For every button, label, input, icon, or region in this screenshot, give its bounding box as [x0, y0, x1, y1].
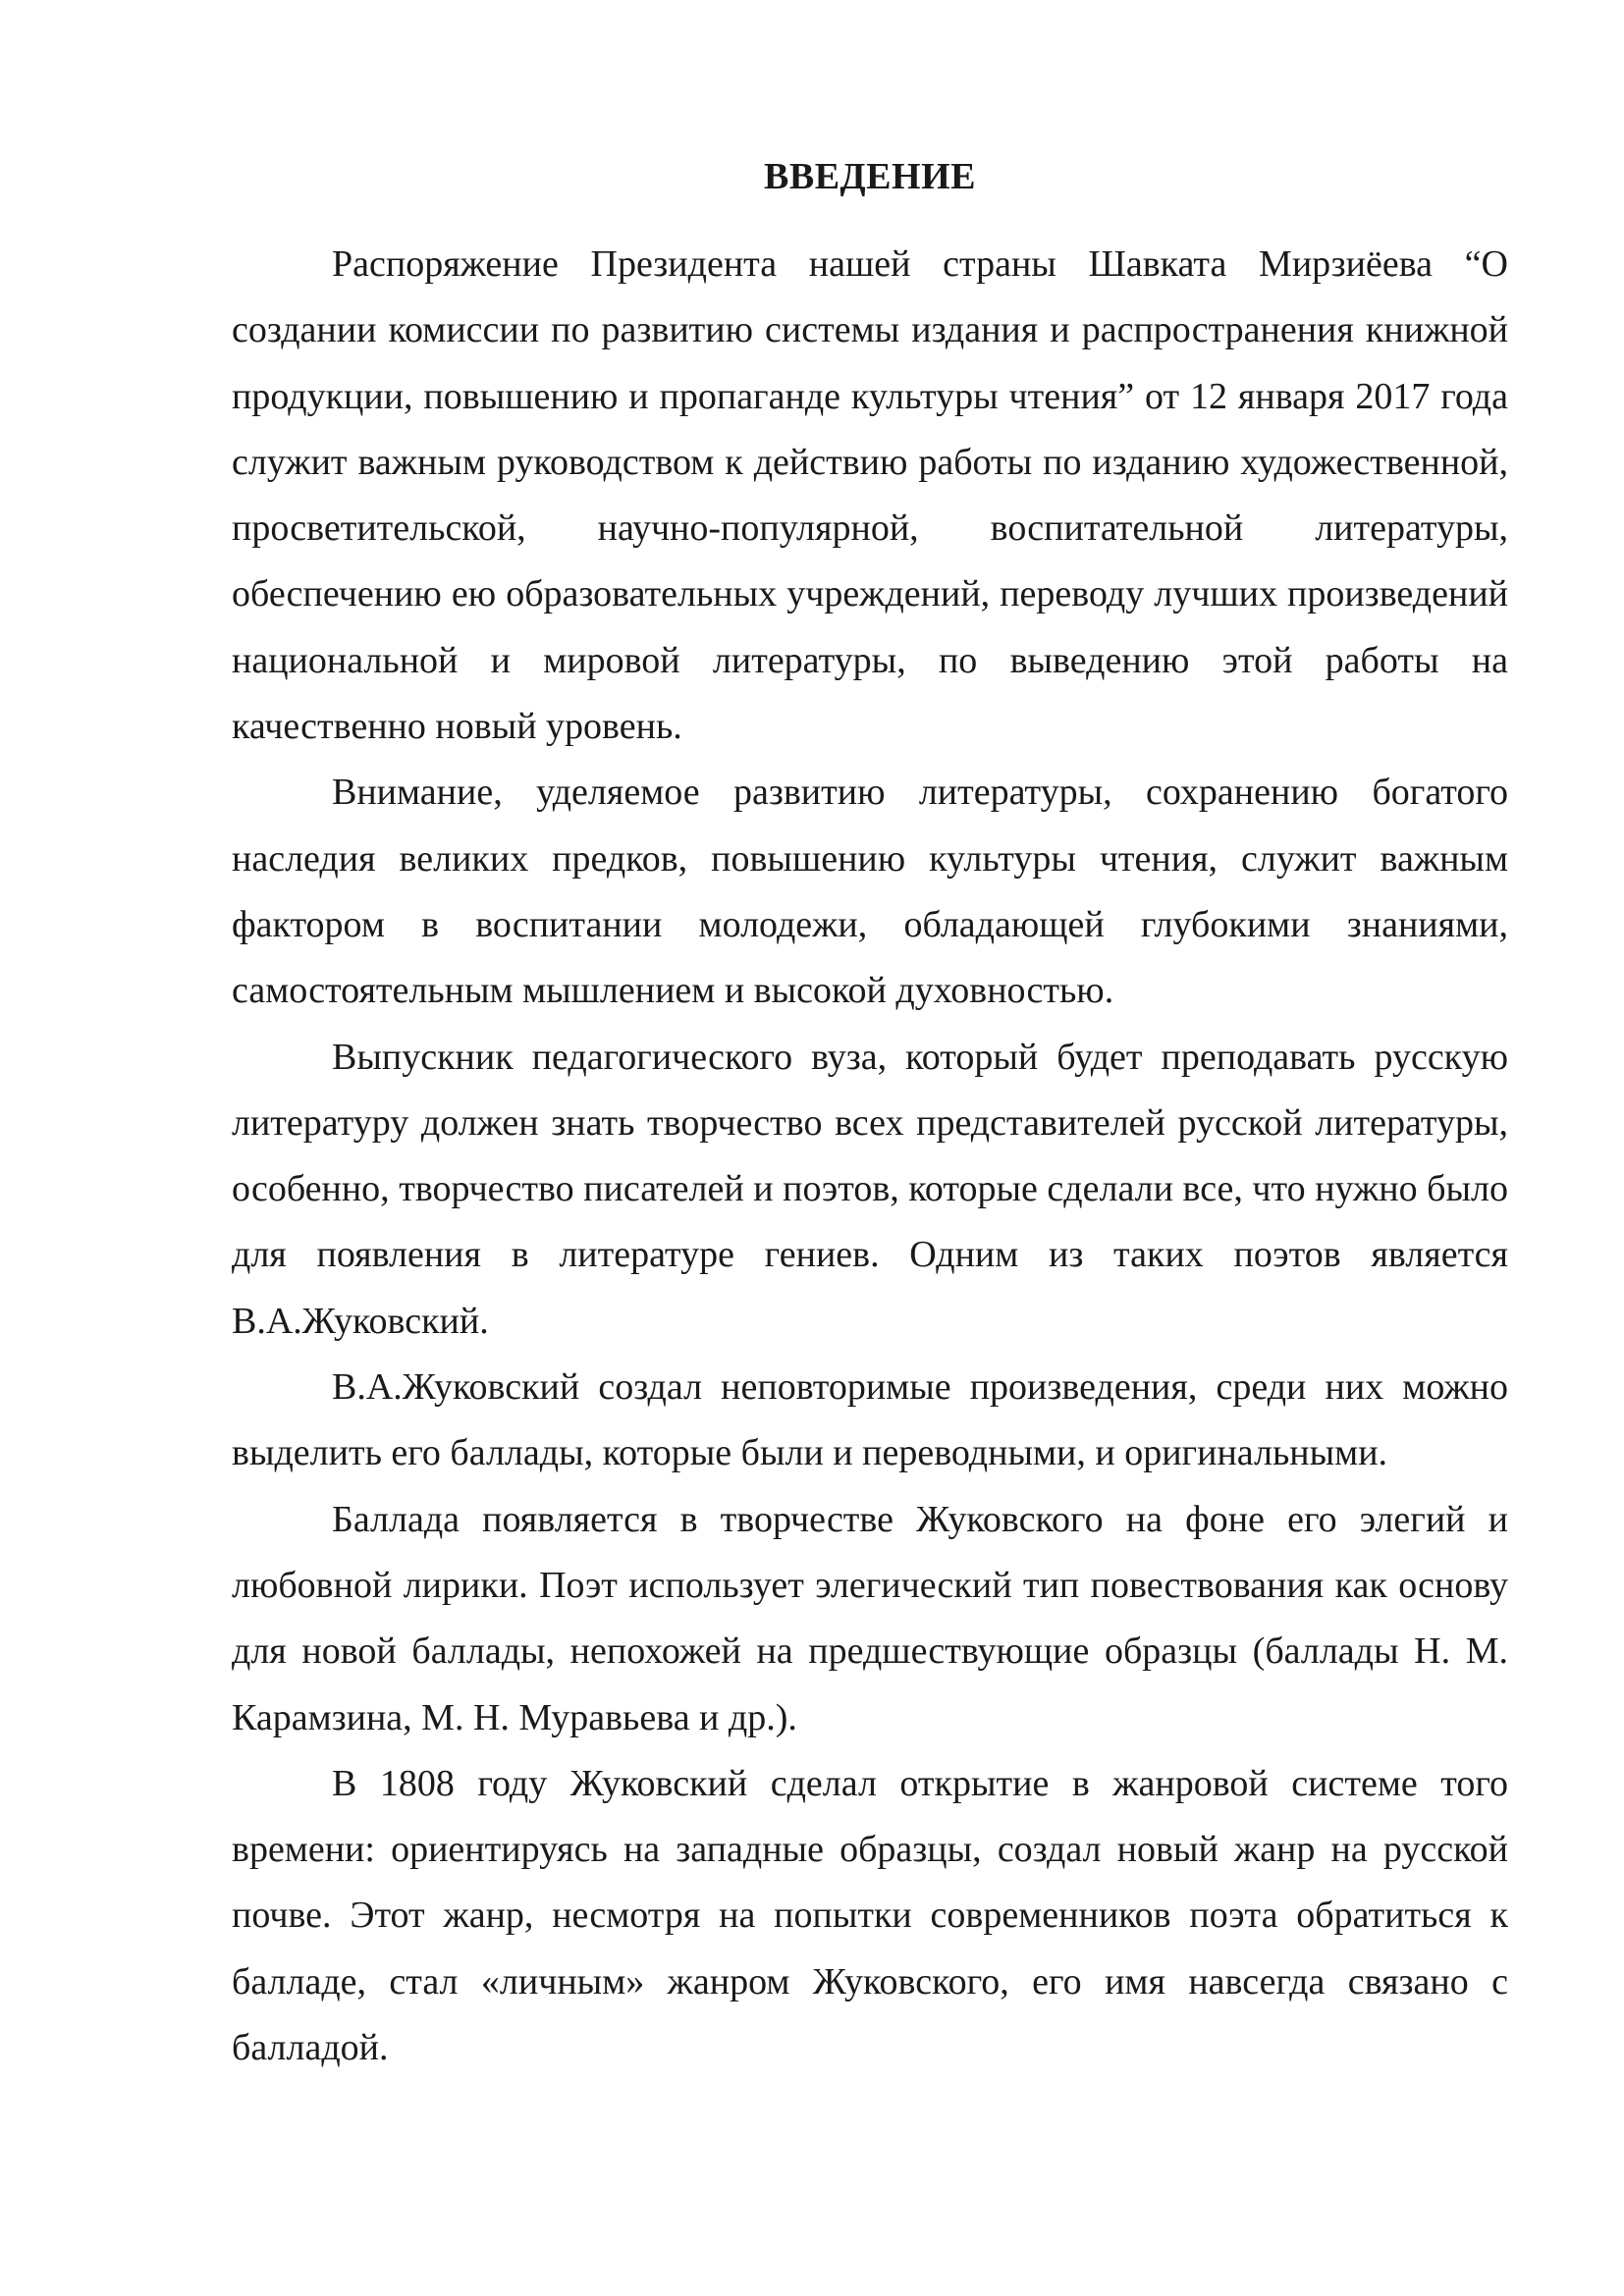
- paragraph-3: Выпускник педагогического вуза, который будет преподавать русскую литературу должен знать творчество всех представителей русской литературы, особенно, творчество писателей и поэтов, которые сделали все, что нужно было для появления в литературе гениев. Одним из таких поэтов является В.А.Жуковский.: [232, 1036, 1508, 1342]
- paragraph-5: Баллада появляется в творчестве Жуковского на фоне его элегий и любовной лирики. Поэт использует элегический тип повествования как основу для новой баллады, непохожей на предшествующие образцы (баллады Н. М. Карамзина, М. Н. Муравьева и др.).: [232, 1498, 1508, 1738]
- page-title: ВВЕДЕНИЕ: [764, 156, 976, 197]
- body-text: [232, 232, 1508, 2081]
- paragraph-6: В 1808 году Жуковский сделал открытие в жанровой системе того времени: ориентируясь на западные образцы, создал новый жанр на русской почве. Этот жанр, несмотря на попытки современников поэта обратиться к балладе, стал «личным» жанром Жуковского, его имя навсегда связано с балладой.: [232, 1762, 1508, 2069]
- paragraph-4: В.А.Жуковский создал неповторимые произведения, среди них можно выделить его баллады, которые были и переводными, и оригинальными.: [232, 1366, 1508, 1474]
- paragraph-2: Внимание, уделяемое развитию литературы, сохранению богатого наследия великих предков, повышению культуры чтения, служит важным фактором в воспитании молодежи, обладающей глубокими знаниями, самостоятельным мышлением и высокой духовностью.: [232, 772, 1508, 1012]
- paragraph-1: Распоряжение Президента нашей страны Шавката Мирзиёева “О создании комиссии по развитию системы издания и распространения книжной продукции, повышению и пропаганде культуры чтения” от 12 января 2017 года служит важным руководством к действию работы по изданию художественной, просветительской, научно-популярной, воспитательной литературы, обеспечению ею образовательных учреждений, переводу лучших произведений национальной и мировой литературы, по выведению этой работы на качественно новый уровень.: [232, 243, 1508, 748]
